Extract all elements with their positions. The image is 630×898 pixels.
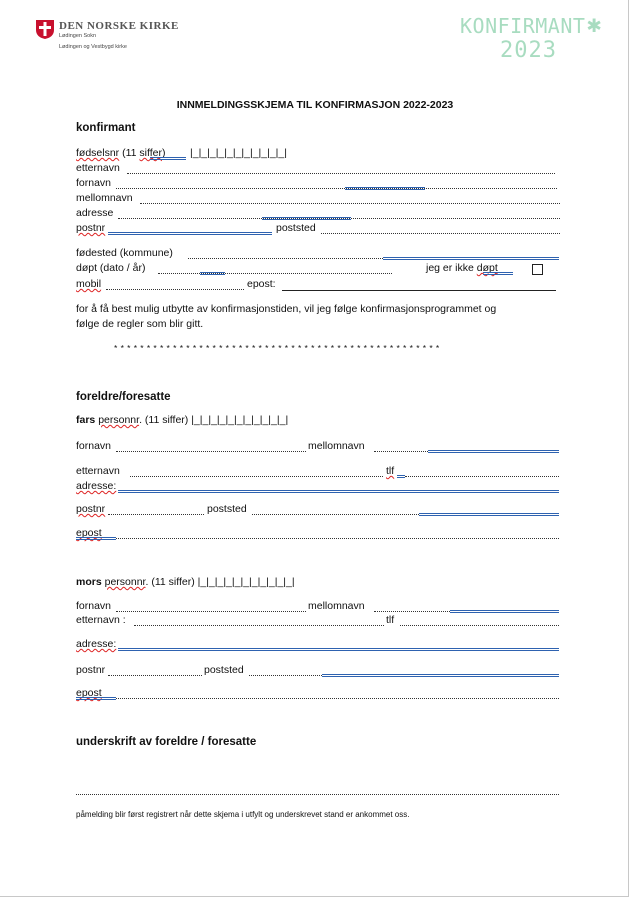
dopt-field[interactable] xyxy=(158,265,392,274)
brand-year: 2023 xyxy=(500,38,557,63)
mor-postnr-field[interactable] xyxy=(108,667,202,676)
mor-mellomnavn-field[interactable] xyxy=(374,603,450,612)
mor-mellomnavn-underline xyxy=(450,609,559,613)
fodested-underline xyxy=(383,256,559,260)
epost-field[interactable] xyxy=(282,290,556,291)
far-tlf-field[interactable] xyxy=(405,468,559,477)
org-sub2: Lødingen og Vestbygd kirke xyxy=(59,44,127,50)
mor-mellomnavn-label: mellomnavn xyxy=(308,600,365,612)
mor-etternavn-field[interactable] xyxy=(134,617,384,626)
foreldre-heading: foreldre/foresatte xyxy=(76,391,171,403)
far-epost-underline xyxy=(76,536,116,540)
brand-word: KONFIRMANT xyxy=(460,14,586,38)
adresse-label: adresse xyxy=(76,207,114,219)
mor-epost-field[interactable] xyxy=(116,690,559,699)
postnr-label: postnr xyxy=(76,222,106,234)
konfirmant-brand xyxy=(460,12,610,66)
mor-tlf-field[interactable] xyxy=(400,617,559,626)
mor-adresse-field[interactable] xyxy=(118,647,559,651)
far-mellomnavn-label: mellomnavn xyxy=(308,440,365,452)
fodested-field[interactable] xyxy=(188,250,383,259)
fodselsnr-label: fødselsnr (11 siffer) xyxy=(76,147,166,159)
mobil-label: mobil xyxy=(76,278,102,290)
form-title: INNMELDINGSSKJEMA TIL KONFIRMASJON 2022-2023 xyxy=(176,99,454,111)
far-etternavn-label: etternavn xyxy=(76,465,120,477)
far-mellomnavn-field[interactable] xyxy=(374,443,428,452)
mor-poststed-underline xyxy=(322,673,559,677)
brand-star-icon: ✱ xyxy=(587,10,602,38)
fars-personnr-label: fars personnr. (11 siffer) |_|_|_|_|_|_|_|_|_|_|_| xyxy=(76,414,289,426)
org-sub: Lødingen Sokn xyxy=(59,33,96,39)
church-logo xyxy=(34,18,179,58)
far-adresse-field[interactable] xyxy=(118,489,559,493)
mor-epost-label: epost xyxy=(76,687,102,699)
fodested-label: fødested (kommune) xyxy=(76,247,173,259)
far-postnr-field[interactable] xyxy=(108,506,204,515)
footnote: påmelding blir først registrert når dette skjema i utfylt og underskrevet stand er ankommet oss. xyxy=(76,810,410,819)
mellomnavn-label: mellomnavn xyxy=(76,192,133,204)
postnr-field[interactable] xyxy=(108,231,272,235)
ikke-dopt-checkbox[interactable] xyxy=(532,264,543,275)
far-epost-field[interactable] xyxy=(116,530,559,539)
konfirmant-heading: konfirmant xyxy=(76,122,136,134)
mellomnavn-field[interactable] xyxy=(140,195,560,204)
signature-field[interactable] xyxy=(76,786,559,795)
far-tlf-label: tlf xyxy=(386,465,395,477)
separator-stars: * * * * * * * * * * * * * * * * * * * * * * * * * * * * * * * * * * * * * * * * * * * * * * * * * * xyxy=(114,343,440,353)
mobil-field[interactable] xyxy=(106,281,244,290)
fornavn-underline xyxy=(345,186,425,190)
fornavn-field[interactable] xyxy=(116,180,557,189)
epost-label: epost: xyxy=(247,278,276,290)
far-poststed-field[interactable] xyxy=(252,506,419,515)
mor-adresse-label: adresse: xyxy=(76,638,117,650)
far-poststed-label: poststed xyxy=(207,503,247,515)
dopt-underline xyxy=(200,271,225,275)
mor-postnr-label: postnr xyxy=(76,664,106,676)
fornavn-label: fornavn xyxy=(76,177,112,189)
etternavn-label: etternavn xyxy=(76,162,120,174)
etternavn-field[interactable] xyxy=(127,165,555,174)
far-etternavn-field[interactable] xyxy=(130,468,383,477)
far-fornavn-field[interactable] xyxy=(116,443,306,452)
poststed-field[interactable] xyxy=(321,225,560,234)
mors-personnr-label: mors personnr. (11 siffer) |_|_|_|_|_|_|_|_|_|_|_| xyxy=(76,576,295,588)
info-line-2: følge de regler som blir gitt. xyxy=(76,318,204,330)
far-adresse-label: adresse: xyxy=(76,480,117,492)
fodselsnr-underline xyxy=(150,156,186,160)
far-fornavn-label: fornavn xyxy=(76,440,112,452)
far-poststed-underline xyxy=(419,512,559,516)
church-cross-icon xyxy=(34,18,56,40)
org-name: DEN NORSKE KIRKE xyxy=(59,20,179,32)
mor-poststed-field[interactable] xyxy=(249,667,322,676)
far-mellomnavn-underline xyxy=(428,449,559,453)
info-line-1: for å få best mulig utbytte av konfirmasjonstiden, vil jeg følge konfirmasjonsprogrammet og xyxy=(76,303,497,315)
far-tlf-underline xyxy=(397,474,405,478)
mor-etternavn-label: etternavn : xyxy=(76,614,126,626)
mor-tlf-label: tlf xyxy=(386,614,395,626)
far-postnr-label: postnr xyxy=(76,503,106,515)
mor-fornavn-label: fornavn xyxy=(76,600,112,612)
underskrift-heading: underskrift av foreldre / foresatte xyxy=(76,736,257,748)
adresse-underline xyxy=(262,216,351,220)
mor-poststed-label: poststed xyxy=(204,664,244,676)
mor-fornavn-field[interactable] xyxy=(116,603,306,612)
far-epost-label: epost xyxy=(76,527,102,539)
mor-epost-underline xyxy=(76,696,116,700)
ikke-dopt-underline xyxy=(483,271,513,275)
fodselsnr-boxes[interactable]: |_|_|_|_|_|_|_|_|_|_|_| xyxy=(190,147,287,159)
dopt-label: døpt (dato / år) xyxy=(76,262,146,274)
ikke-dopt-label: jeg er ikke døpt xyxy=(426,262,498,274)
poststed-label: poststed xyxy=(276,222,316,234)
